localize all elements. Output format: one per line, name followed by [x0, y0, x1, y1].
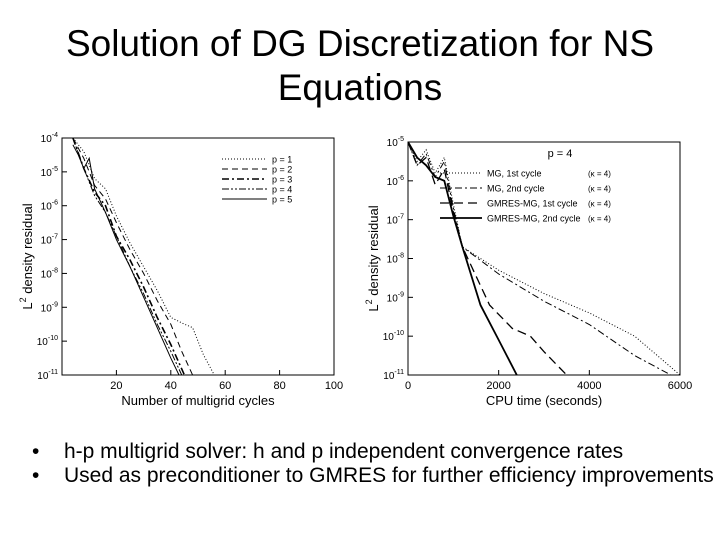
- legend-kappa: (κ = 4): [588, 214, 611, 224]
- x-axis-label: Number of multigrid cycles: [121, 393, 275, 408]
- x-tick-label: 80: [273, 380, 286, 392]
- legend-kappa: (κ = 4): [588, 169, 611, 179]
- y-tick-label: [387, 175, 404, 188]
- x-tick-label: 0: [404, 380, 412, 392]
- legend-label: p = 3: [272, 174, 293, 185]
- y-tick-exponent: -5: [51, 165, 58, 173]
- bullet-dot: •: [32, 440, 40, 463]
- y-tick-exponent: -9: [397, 291, 404, 299]
- y-tick-exponent: -5: [397, 136, 404, 143]
- y-tick-base: 10: [386, 138, 398, 149]
- y-tick-exponent: -6: [51, 199, 58, 207]
- y-tick-exponent: -10: [393, 330, 404, 338]
- y-tick-label: [387, 253, 404, 266]
- y-tick-exponent: -10: [47, 335, 58, 343]
- y-tick-base: 10: [383, 371, 395, 382]
- slide-title-line-1: Solution of DG Discretization for NS: [65, 23, 655, 64]
- series-line: [408, 142, 680, 375]
- legend-label: p = 4: [272, 184, 293, 195]
- legend-label: MG, 2nd cycle: [487, 183, 545, 194]
- y-tick-exponent: -11: [394, 369, 404, 376]
- y-axis-label-rest: density residual: [366, 205, 381, 300]
- y-tick-base: 10: [40, 201, 52, 213]
- slide-title-line-2: Equations: [277, 67, 443, 108]
- series-line: [73, 138, 193, 375]
- legend-label: GMRES-MG, 2nd cycle: [487, 213, 581, 224]
- bullet-text: h-p multigrid solver: h and p independent convergence rates: [64, 440, 624, 463]
- x-tick-label: 100: [324, 380, 344, 392]
- y-tick-label: [41, 166, 58, 179]
- y-tick-base: 10: [40, 269, 52, 281]
- y-axis-label-rest: density residual: [20, 203, 35, 298]
- y-tick-exponent: -11: [48, 369, 58, 376]
- y-tick-base: 10: [40, 303, 52, 315]
- y-tick-label: [41, 234, 58, 247]
- y-tick-label: [37, 335, 58, 348]
- y-tick-label: [41, 200, 58, 213]
- plot-frame: [408, 142, 680, 375]
- series-line: [73, 138, 214, 375]
- y-tick-exponent: -8: [51, 267, 58, 275]
- y-tick-exponent: -9: [51, 301, 58, 309]
- x-tick-label: 60: [219, 380, 232, 392]
- bullet-dot: •: [32, 464, 40, 487]
- y-tick-label: [387, 136, 404, 149]
- y-tick-base: 10: [382, 332, 394, 344]
- bullet-item: [30, 440, 720, 464]
- y-tick-label: [41, 267, 58, 280]
- bullet-list: [30, 440, 720, 488]
- y-tick-exponent: -4: [51, 132, 58, 139]
- y-tick-label: [387, 214, 404, 227]
- slide-title: [0, 22, 720, 110]
- y-tick-base: 10: [37, 371, 49, 382]
- x-tick-label: 2000: [486, 380, 511, 392]
- y-axis-label-sup: 2: [18, 297, 28, 303]
- x-axis-label: CPU time (seconds): [485, 393, 603, 408]
- series-line: [73, 145, 179, 375]
- y-tick-exponent: -7: [397, 213, 404, 221]
- y-tick-base: 10: [40, 235, 52, 247]
- legend-label: MG, 1st cycle: [487, 168, 542, 179]
- y-tick-base: 10: [386, 176, 398, 188]
- y-tick-base: 10: [36, 337, 48, 349]
- legend-kappa: (κ = 4): [588, 199, 611, 209]
- y-tick-label: [37, 369, 58, 382]
- legend-label: p = 1: [272, 154, 293, 165]
- y-axis-label-base: L: [366, 304, 381, 312]
- legend-kappa: (κ = 4): [588, 184, 611, 194]
- x-tick-label: 20: [110, 380, 123, 392]
- y-axis-label-sup: 2: [364, 299, 374, 305]
- x-tick-label: 6000: [667, 380, 693, 392]
- bullet-text: Used as preconditioner to GMRES for further efficiency improvements: [64, 464, 714, 487]
- y-tick-base: 10: [40, 167, 52, 179]
- y-tick-label: [41, 301, 58, 314]
- y-tick-exponent: -7: [51, 233, 58, 241]
- legend-label: GMRES-MG, 1st cycle: [487, 198, 578, 209]
- y-tick-base: 10: [386, 254, 398, 266]
- y-tick-exponent: -6: [397, 174, 404, 182]
- y-tick-base: 10: [386, 293, 398, 305]
- y-axis-label: [18, 203, 35, 309]
- y-tick-exponent: -8: [397, 252, 404, 260]
- legend-label: p = 5: [272, 194, 293, 205]
- y-tick-label: [41, 132, 58, 145]
- y-axis-label-base: L: [20, 302, 35, 310]
- bullet-item: [30, 464, 720, 488]
- x-tick-label: 40: [164, 380, 177, 392]
- cpu-time-chart: [350, 130, 693, 420]
- y-axis-label: [364, 205, 381, 311]
- chart-title: p = 4: [547, 148, 573, 160]
- plot-frame: [62, 138, 334, 375]
- y-tick-base: 10: [40, 134, 52, 145]
- multigrid-cycles-chart: [0, 130, 345, 420]
- legend-label: p = 2: [272, 164, 293, 175]
- y-tick-label: [383, 369, 404, 382]
- x-tick-label: 4000: [577, 380, 602, 392]
- y-tick-label: [383, 330, 404, 343]
- y-tick-label: [387, 291, 404, 304]
- series-line: [73, 138, 184, 375]
- y-tick-base: 10: [386, 215, 398, 227]
